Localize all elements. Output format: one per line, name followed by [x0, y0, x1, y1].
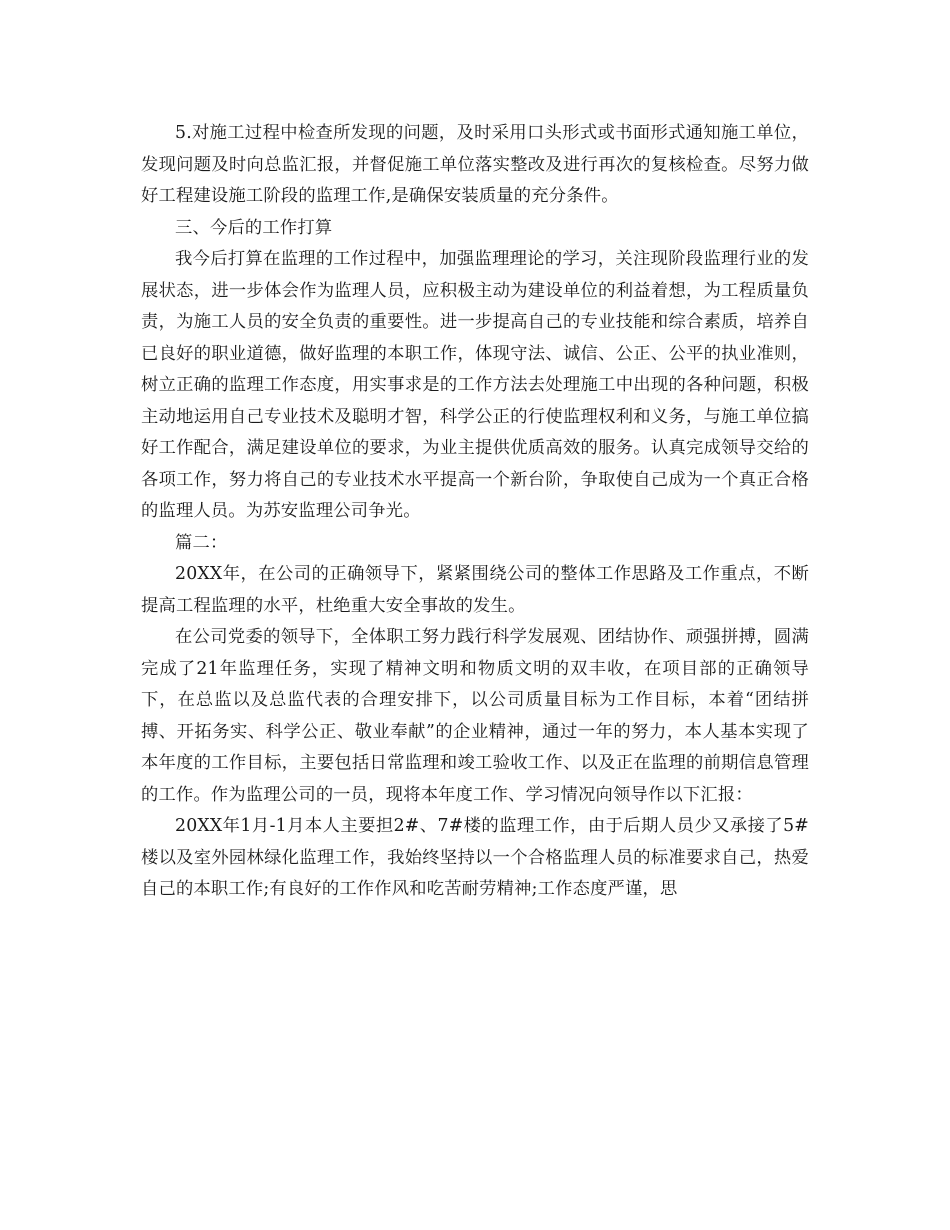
section-heading-part-two: 篇二： — [175, 532, 228, 553]
paragraph-year-intro: 20XX年，在公司的正确领导下，紧紧围绕公司的整体工作思路及工作重点，不断提高工程监理的水平，杜绝重大安全事故的发生。 — [141, 564, 809, 616]
paragraph-year-summary: 在公司党委的领导下，全体职工努力践行科学发展观、团结协作、顽强拼搏，圆满完成了21年监理任务，实现了精神文明和物质文明的双丰收，在项目部的正确领导下，在总监以及总监代表的合理安排下，以公司质量目标为工作目标，本着“团结拼搏、开拓务实、科学公正、敬业奉献”的企业精神，通过一年的努力，本人基本实现了本年度的工作目标，主要包括日常监理和竣工验收工作、以及正在监理的前期信息管理的工作。作为监理公司的一员，现将本年度工作、学习情况向领导作以下汇报： — [141, 627, 809, 805]
section-heading-future-plans: 三、今后的工作打算 — [175, 217, 333, 238]
paragraph-future-plans: 我今后打算在监理的工作过程中，加强监理理论的学习，关注现阶段监理行业的发展状态，进一步体会作为监理人员，应积极主动为建设单位的利益着想，为工程质量负责，为施工人员的安全负责的重要性。进一步提高自己的专业技能和综合素质，培养自已良好的职业道德，做好监理的本职工作，体现守法、诚信、公正、公平的执业准则，树立正确的监理工作态度，用实事求是的工作方法去处理施工中出现的各种问题，积极主动地运用自己专业技术及聪明才智，科学公正的行使监理权利和义务，与施工单位搞好工作配合，满足建设单位的要求，为业主提供优质高效的服务。认真完成领导交给的各项工作，努力将自己的专业技术水平提高一个新台阶，争取使自己成为一个真正合格的监理人员。为苏安监理公司争光。 — [141, 249, 809, 521]
document-body — [141, 118, 809, 906]
paragraph-work-details: 20XX年1月-1月本人主要担2#、7#楼的监理工作，由于后期人员少又承接了5#楼以及室外园林绿化监理工作，我始终坚持以一个合格监理人员的标准要求自己，热爱自己的本职工作;有良好的工作作风和吃苦耐劳精神;工作态度严谨，思 — [141, 816, 809, 899]
paragraph-inspection-issues: 5.对施工过程中检查所发现的问题，及时采用口头形式或书面形式通知施工单位，发现问题及时向总监汇报，并督促施工单位落实整改及进行再次的复核检查。尽努力做好工程建设施工阶段的监理工作,是确保安装质量的充分条件。 — [141, 123, 809, 206]
